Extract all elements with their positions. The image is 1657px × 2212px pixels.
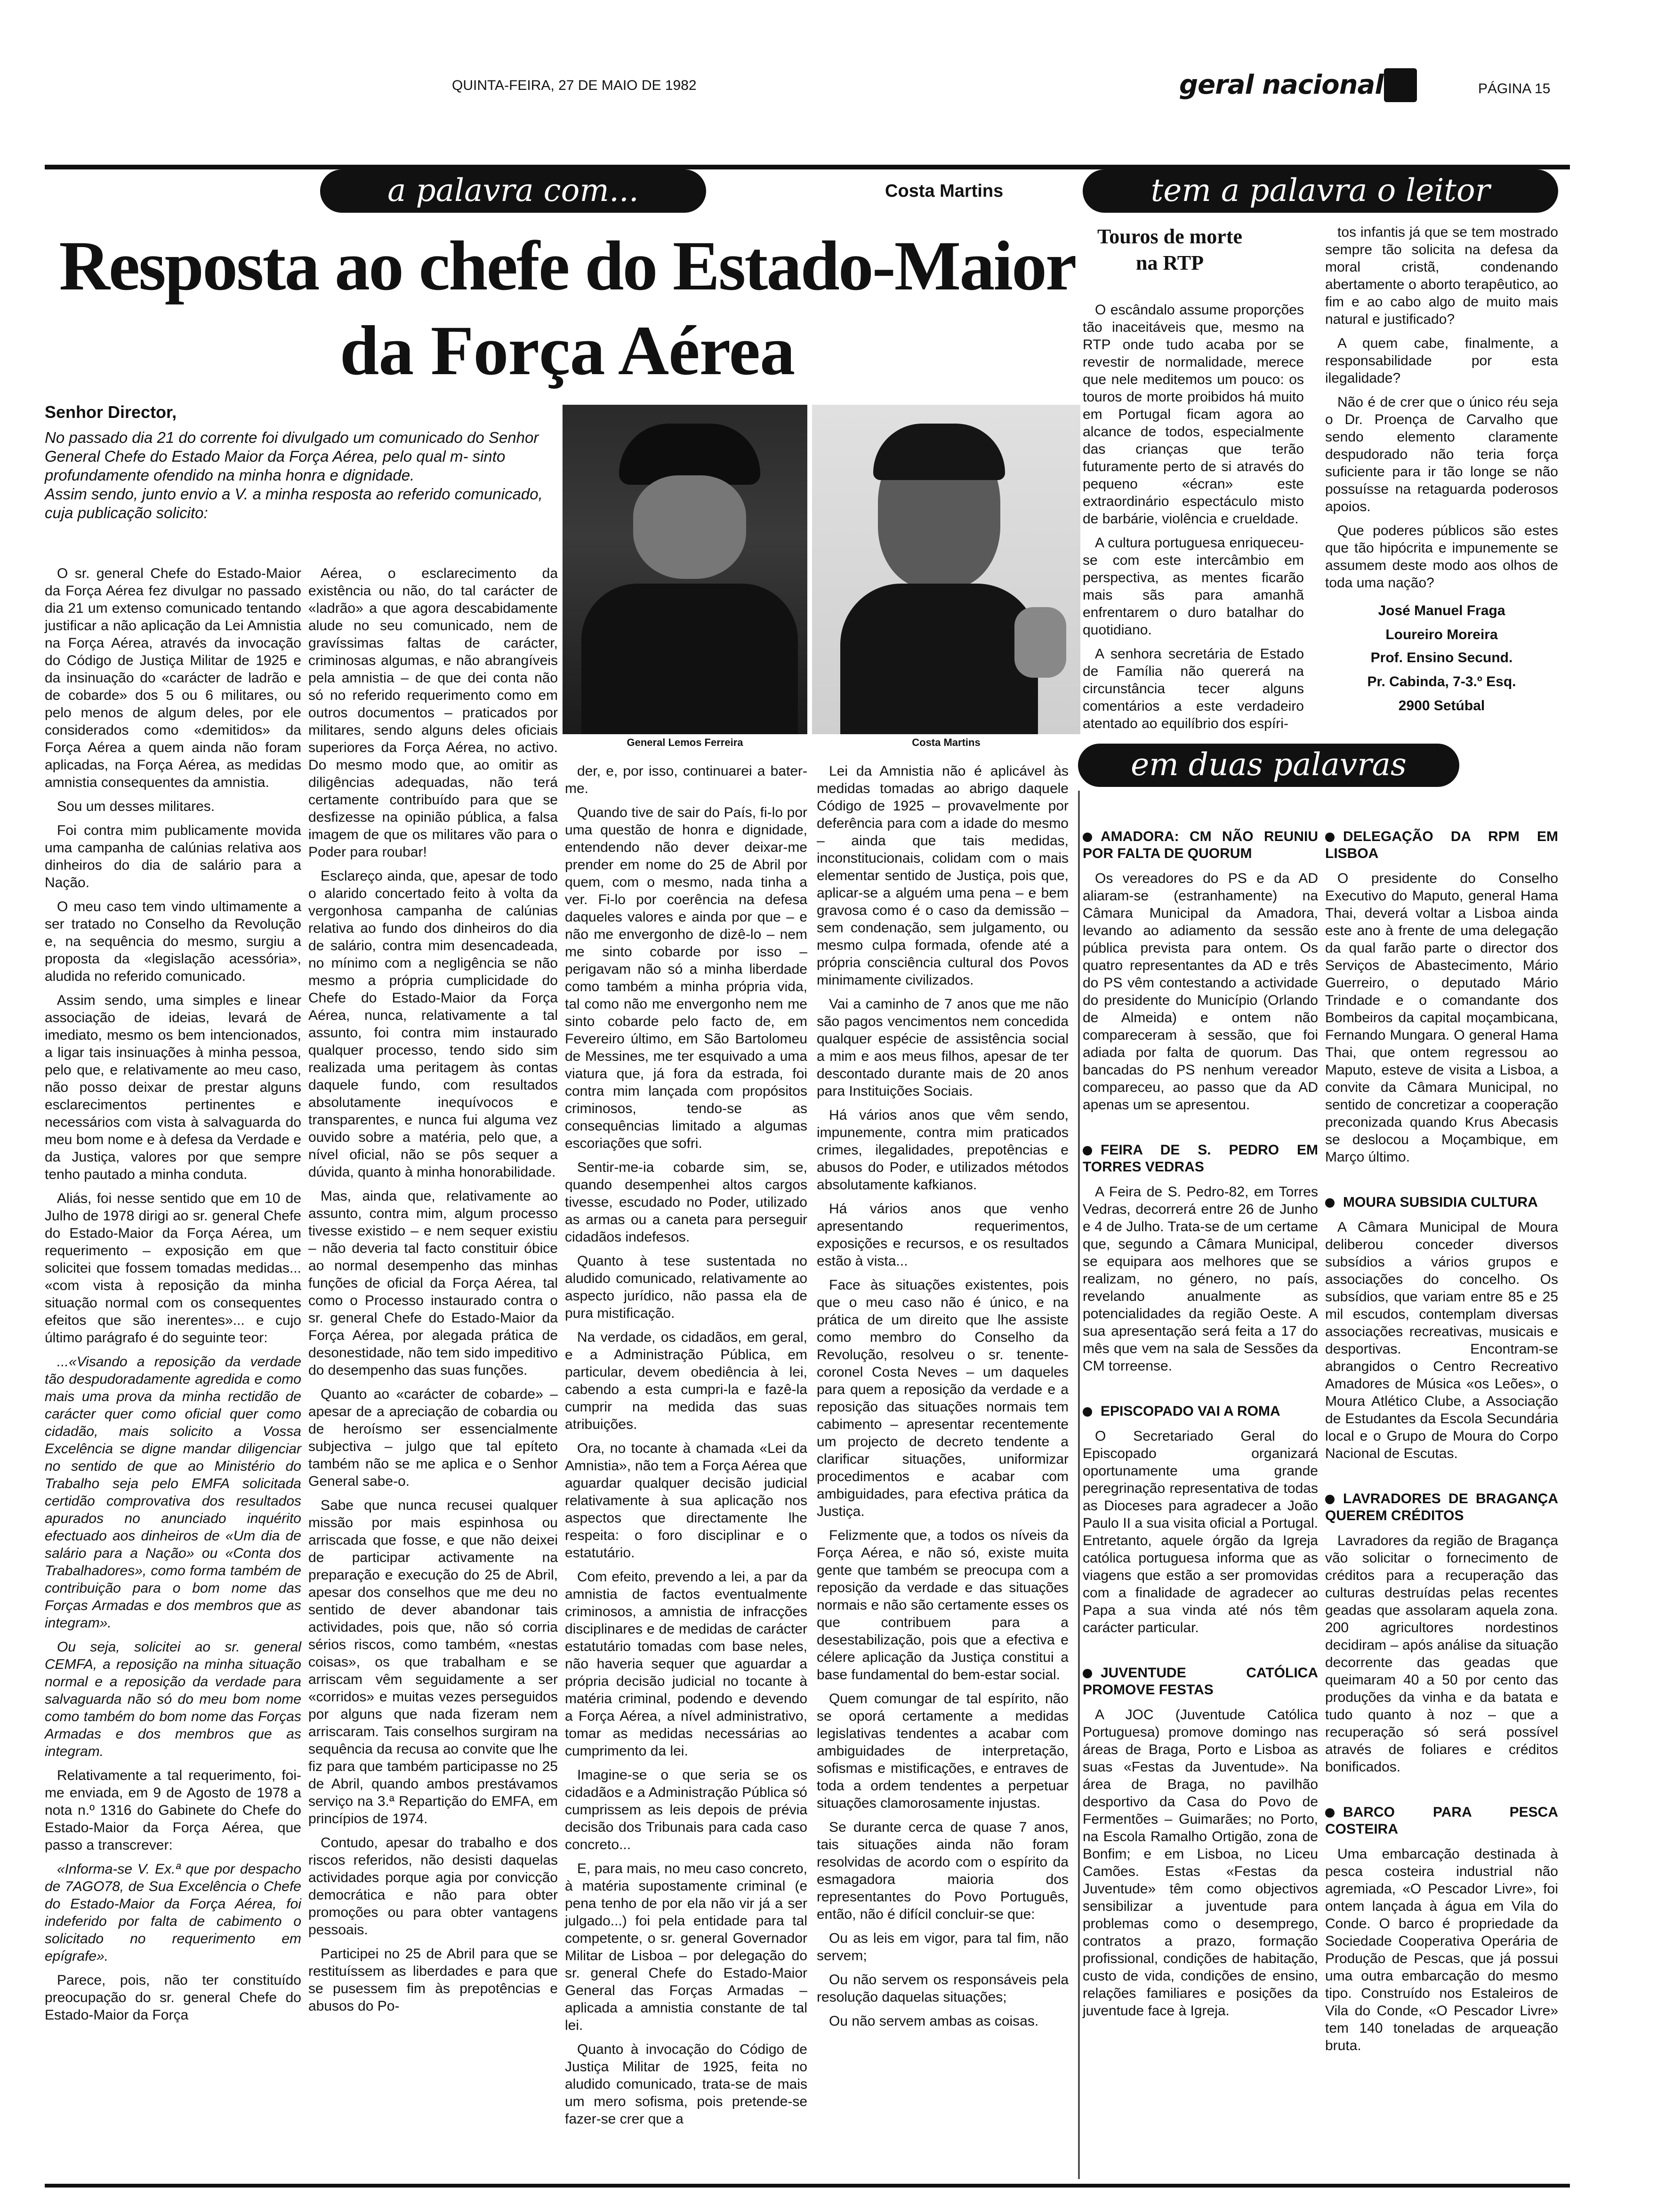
paragraph: Aliás, foi nesse sentido que em 10 de Julho de 1978 dirigi ao sr. general Chefe do Estado-Maior da Força Aérea, um requerimento – exposição em que solicitei que fossem tomadas medidas... «com vista à reposição da minha situação normal com os consequentes efeitos que são inerentes»... e cujo último parágrafo é do seguinte teor: bbox=[45, 1191, 301, 1346]
paragraph: Sentir-me-ia cobarde sim, se, quando desempenhei altos cargos tivesse, escudado no Poder, utilizado as armas ou a caneta para perseguir cidadãos indefesos. bbox=[565, 1160, 807, 1245]
paragraph: Há vários anos que venho apresentando requerimentos, exposições e recursos, e os resultados estão à vista... bbox=[817, 1201, 1069, 1269]
brief-item bbox=[1325, 1804, 1558, 2054]
brief-title bbox=[1325, 828, 1558, 862]
photo-caption-1: General Lemos Ferreira bbox=[627, 737, 743, 748]
column-banner bbox=[320, 169, 706, 213]
brief-title-text: EPISCOPADO VAI A ROMA bbox=[1101, 1403, 1280, 1419]
paragraph: Esclareço ainda, que, apesar de todo o alarido concertado feito à volta da vergonhosa campanha de calúnias relativa ao fundo dos dinheiros do dia de salário, contra mim desencadeada, no mínimo com a negligência se não mesmo a própria cumplicidade do Chefe do Estado-Maior da Força Aérea, nunca, relativamente a tal assunto, foi contra mim instaurado qualquer processo, tendo sido sim realizada uma peritagem às contas daquele fundo, com resultados absolutamente inequívocos e transparentes, e nunca fui alguma vez ouvido sobre a matéria, pelo que, a nível oficial, não se pôs sequer a dúvida, quanto à minha honorabilidade. bbox=[308, 868, 558, 1180]
paragraph: Ou seja, solicitei ao sr. general CEMFA, a reposição na minha situação normal e a reposição da verdade para salvaguarda não só do meu bom nome como também do bom nome das Forças Armadas e dos membros que as integram. bbox=[45, 1639, 301, 1759]
photo-general-lemos-ferreira bbox=[563, 405, 807, 734]
paragraph: Sou um desses militares. bbox=[57, 799, 215, 814]
paragraph: Quanto à invocação do Código de Justiça Militar de 1925, feita no aludido comunicado, trata-se de mais um mero sofisma, pois pretende-se fazer-se crer que a bbox=[565, 2042, 807, 2127]
brief-item bbox=[1325, 1491, 1558, 1776]
byline: Costa Martins bbox=[885, 181, 1004, 201]
brief-title bbox=[1083, 828, 1318, 862]
paragraph: tos infantis já que se tem mostrado sempre tão solicita na defesa da moral cristã, condenando abertamente o aborto terapêutico, ao fim e ao cabo algo de muito mais natural e justificado? bbox=[1325, 224, 1558, 327]
signature-line: Pr. Cabinda, 7-3.º Esq. bbox=[1367, 674, 1516, 689]
article-column-2 bbox=[308, 565, 558, 2021]
paragraph: Quanto ao «carácter de cobarde» – apesar de a apreciação de cobardia ou de heroísmo ser essencialmente subjectiva – julgo que tal epíteto também não se me aplica e o Senhor General sabe-o. bbox=[308, 1387, 558, 1489]
paragraph: Imagine-se o que seria se os cidadãos e a Administração Pública só cumprissem as leis depois de prévia decisão dos Tribunais para cada caso concreto... bbox=[565, 1767, 807, 1852]
intro-paragraph-1: No passado dia 21 do corrente foi divulgado um comunicado do Senhor General Chefe do Estado Maior da Força Aérea, pelo qual m- sinto profundamente ofendido na minha honra e dignidade. bbox=[45, 429, 539, 484]
paragraph: Quem comungar de tal espírito, não se oporá certamente a medidas legislativas tendentes a acabar com ambiguidades de interpretação, sofismas e mistificações, e entraves de toda a ordem tendentes a perpetuar situações clamorosamente injustas. bbox=[817, 1691, 1069, 1811]
paragraph: Contudo, apesar do trabalho e dos riscos referidos, não desisti daquelas actividades porque agia por convicção democrática e não para obter promoções ou para obter vantagens pessoais. bbox=[308, 1835, 558, 1938]
article-column-1 bbox=[45, 565, 301, 2030]
paragraph: «Informa-se V. Ex.ª que por despacho de 7AGO78, de Sua Excelência o Chefe do Estado-Maior da Força Aérea, foi indeferido por falta de cabimento o solicitado no requerimento em epígrafe». bbox=[45, 1861, 301, 1964]
headline-line-1: Resposta ao chefe do Estado-Maior bbox=[59, 227, 1076, 305]
intro bbox=[45, 428, 558, 522]
brief-title-text: MOURA SUBSIDIA CULTURA bbox=[1343, 1194, 1538, 1210]
briefs-banner bbox=[1078, 744, 1459, 787]
paragraph: Aérea, o esclarecimento da existência ou não, do tal carácter de «ladrão» a que agora descabidamente alude no seu comunicado, nem de gravíssimas faltas de carácter, criminosas algumas, e não abrangíveis pela amnistia – de que dei conta não só no referido requerimento como em outros documentos – praticados por militares, sendo alguns deles oficiais superiores da Força Aérea, no activo. Do mesmo modo que, ao omitir as diligências adequadas, não terá certamente contribuído para que se desfizesse na opinião pública, a falsa imagem de que os militares vão para o Poder para roubar! bbox=[308, 566, 558, 860]
letter-column-b bbox=[1325, 224, 1558, 721]
letters-banner bbox=[1083, 169, 1558, 213]
paragraph: O escândalo assume proporções tão inaceitáveis que, mesmo na RTP onde tudo acaba por se revestir de normalidade, merece que nele meditemos um pouco: os touros de morte proibidos há muito em Portugal ficam agora ao alcance de todos, especialmente das crianças que terão futuramente perto de si através do pequeno «écran» este extraordinário espectáculo misto de barbárie, violência e crueldade. bbox=[1083, 302, 1304, 527]
headline-line-2: da Força Aérea bbox=[339, 312, 795, 390]
paragraph: Foi contra mim publicamente movida uma campanha de calúnias relativa aos dinheiros do dia de salário para a Nação. bbox=[45, 823, 301, 890]
brief-body: A Câmara Municipal de Moura deliberou conceder diversos subsídios a vários grupos e associações do concelho. Os subsídios, que variam entre 85 e 25 mil escudos, contemplam diversas associações recreativas, musicais e desportivas. Encontram-se abrangidos o Centro Recreativo Amadores de Música «os Leões», o Moura Atlético Clube, a Associação de Estudantes da Escola Secundária local e o Grupo de Moura do Corpo Nacional de Escutas. bbox=[1325, 1219, 1558, 1461]
section-title: geral nacional bbox=[1179, 70, 1384, 100]
paragraph: O sr. general Chefe do Estado-Maior da Força Aérea fez divulgar no passado dia 21 um extenso comunicado tentando justificar a não aplicação da Lei Amnistia na Força Aérea, através da invocação do Código de Justiça Militar de 1925 e da insinuação do «carácter de ladrão e de cobarde» dos 5 ou 6 militares, ou pelo menos de algum deles, por ele considerados como «demitidos» da Força Aérea a quem ainda não foram aplicadas, na Força Aérea, as medidas amnistia consequentes da amnistia. bbox=[45, 566, 301, 790]
brief-title-text: BARCO PARA PESCA COSTEIRA bbox=[1325, 1804, 1558, 1837]
paragraph: Vai a caminho de 7 anos que me não são pagos vencimentos nem concedida qualquer espécie de assistência social a mim e aos meus filhos, apesar de ter descontado durante mais de 20 anos para Instituições Sociais. bbox=[817, 996, 1069, 1099]
brief-body: Uma embarcação destinada à pesca costeira industrial não agremiada, «O Pescador Livre», foi ontem lançada à água em Vila do Conde. O barco é propriedade da Sociedade Cooperativa Operária de Produção de Pescas, que já possui uma outra embarcação do mesmo tipo. Construído nos Estaleiros de Vila do Conde, «O Pescador Livre» tem 140 toneladas de arqueação bruta. bbox=[1325, 1846, 1558, 2053]
paragraph: Assim sendo, uma simples e linear associação de ideias, levará de imediato, mesmo os bem intencionados, a ligar tais insinuações à minha pessoa, pelo que, e relativamente ao meu caso, não posso deixar de prestar alguns esclarecimentos pertinentes e necessários com vista à salvaguarda do meu bom nome e à defesa da Verdade e da Justiça, valores por que sempre tenho pautado a minha conduta. bbox=[45, 993, 301, 1182]
paragraph: Face às situações existentes, pois que o meu caso não é único, e na prática de um direito que lhe assiste como membro do Conselho da Revolução, resolveu o sr. tenente-coronel Costa Neves – um daqueles para quem a reposição da verdade e a reposição das situações normais tem cabimento – apresentar recentemente um projecto de decreto tendente a clarificar situações, uniformizar procedimentos e acabar com ambiguidades, para efectiva prática da Justiça. bbox=[817, 1277, 1069, 1519]
bullet-icon bbox=[1083, 1669, 1092, 1678]
paragraph: E, para mais, no meu caso concreto, à matéria supostamente criminal (e pena tenho de por ela não vir já a ser julgado...) foi pela entidade para tal competente, o sr. general Governador Militar de Lisboa – por delegação do sr. general Chefe do Estado-Maior General das Forças Armadas – aplicada a amnistia constante de tal lei. bbox=[565, 1861, 807, 2033]
section-logo-box bbox=[1384, 68, 1417, 102]
brief-item bbox=[1083, 1142, 1318, 1375]
paragraph: Quando tive de sair do País, fi-lo por uma questão de honra e dignidade, entendendo não dever deixar-me prender em nome do 25 de Abril por quem, com o mesmo, nada tinha a ver. Fi-lo por coerência na defesa daqueles valores e ainda por que – e não me envergonho de dizê-lo – nem me sinto cobarde por isso – perigavam não só a minha liberdade como também a minha própria vida, tal como não me envergonho nem me sinto cobarde pelo facto de, em Fevereiro último, em São Bartolomeu de Messines, me ter esquivado a uma viatura que, já fora da estrada, foi contra mim lançada com propósitos criminosos, tendo-se as consequências limitado a algumas escoriações que sofri. bbox=[565, 805, 807, 1151]
brief-item bbox=[1083, 828, 1318, 1114]
paragraph: Na verdade, os cidadãos, em geral, e a Administração Pública, em particular, devem obediência à lei, cabendo a esta cumpri-la e fazê-la cumprir na medida das suas atribuições. bbox=[565, 1330, 807, 1432]
letter-title: Touros de morte na RTP bbox=[1097, 225, 1242, 274]
brief-body: O Secretariado Geral do Episcopado organizará oportunamente uma grande peregrinação representativa de todas as Dioceses para agradecer a João Paulo II a sua visita oficial a Portugal. Entretanto, aquele órgão da Igreja católica portuguesa informa que as viagens que estão a ser promovidas com a finalidade de agradecer ao Papa a sua vinda até nós têm carácter particular. bbox=[1083, 1428, 1318, 1635]
letter-column-a bbox=[1083, 301, 1304, 739]
intro-paragraph-2: Assim sendo, junto envio a V. a minha resposta ao referido comunicado, cuja publicação solicito: bbox=[45, 485, 543, 521]
page-number: PÁGINA 15 bbox=[1478, 81, 1551, 96]
paragraph: Relativamente a tal requerimento, foi-me enviada, em 9 de Agosto de 1978 a nota n.º 1316 do Gabinete do Chefe do Estado-Maior da Força Aérea, que passo a transcrever: bbox=[45, 1768, 301, 1853]
salutation: Senhor Director, bbox=[45, 402, 177, 422]
brief-title bbox=[1083, 1403, 1318, 1420]
brief-title-text: JUVENTUDE CATÓLICA PROMOVE FESTAS bbox=[1083, 1665, 1318, 1698]
paragraph: Que poderes públicos são estes que tão hipócrita e impunemente se assumem deste modo aos olhos de toda uma nação? bbox=[1325, 523, 1558, 591]
brief-item bbox=[1083, 1403, 1318, 1636]
photo-costa-martins bbox=[812, 405, 1080, 734]
top-rule bbox=[45, 165, 1570, 169]
paragraph: Quanto à tese sustentada no aludido comunicado, relativamente ao aspecto jurídico, não passa ela de pura mistificação. bbox=[565, 1253, 807, 1321]
paragraph: A senhora secretária de Estado de Família não quererá na circunstância tecer alguns comentários a este verdadeiro atentado ao equilíbrio dos espíri- bbox=[1083, 646, 1304, 731]
brief-title bbox=[1325, 1491, 1558, 1524]
paragraph: Ora, no tocante à chamada «Lei da Amnistia», não tem a Força Aérea que aguardar qualquer decisão judicial relativamente à sua aplicação nos aspectos que directamente lhe respeita: o foro disciplinar e o estatutário. bbox=[565, 1441, 807, 1561]
brief-item bbox=[1325, 828, 1558, 1166]
paragraph: ...«Visando a reposição da verdade tão despudoradamente agredida e como mais uma prova da minha rectidão de carácter quer como oficial quer como cidadão, mais solicito a Vossa Excelência se digne mandar diligenciar no sentido de que ao Ministério do Trabalho seja pelo EMFA solicitada certidão comprovativa dos resultados apurados no anunciado inquérito efectuado aos dinheiros de «Um dia de salário para a Nação» ou «Conta dos Trabalhadores», como forma também de contribuição para o bom nome das Forças Armadas e dos membros que as integram». bbox=[45, 1354, 301, 1631]
brief-title-text: DELEGAÇÃO DA RPM EM LISBOA bbox=[1325, 829, 1558, 861]
banner-text: a palavra com... bbox=[387, 172, 639, 208]
briefs-right-column bbox=[1325, 828, 1558, 2061]
paragraph: Ou as leis em vigor, para tal fim, não servem; bbox=[817, 1931, 1069, 1964]
signature-line: José Manuel Fraga bbox=[1378, 603, 1505, 618]
brief-title bbox=[1083, 1665, 1318, 1699]
column-separator bbox=[1078, 791, 1080, 2179]
paragraph: Felizmente que, a todos os níveis da Força Aérea, e não só, existe muita gente que também se preocupa com a reposição da verdade e das situações normais e não são certamente esses os que contribuem para a desestabilização, pois que a efectiva e célere aplicação da Justiça constitui a base fundamental do bem-estar social. bbox=[817, 1528, 1069, 1683]
bullet-icon bbox=[1083, 833, 1092, 842]
paragraph: Parece, pois, não ter constituído preocupação do sr. general Chefe do Estado-Maior da Força bbox=[45, 1972, 301, 2023]
brief-title-text: FEIRA DE S. PEDRO EM TORRES VEDRAS bbox=[1083, 1142, 1318, 1175]
bullet-icon bbox=[1325, 1495, 1335, 1504]
paragraph: Com efeito, prevendo a lei, a par da amnistia de factos eventualmente criminosos, a amnistia de infracções disciplinares e de medidas de carácter estatutário tomadas com base neles, não haveria sequer que aguardar a própria decisão judicial no tocante à matéria criminal, podendo e devendo a Força Aérea, a nível administrativo, tomar as medidas necessárias ao cumprimento da lei. bbox=[565, 1569, 807, 1759]
letter-signature bbox=[1325, 602, 1558, 714]
paragraph: Não é de crer que o único réu seja o Dr. Proença de Carvalho que sendo elemento claramente despudorado não teria força suficiente para ir tão longe se não possuísse na retaguarda poderosos apoios. bbox=[1325, 394, 1558, 514]
signature-line: Loureiro Moreira bbox=[1385, 627, 1498, 642]
briefs-banner-text: em duas palavras bbox=[1131, 746, 1407, 783]
paragraph: Há vários anos que vêm sendo, impunemente, contra mim praticados crimes, ilegalidades, prepotências e abusos do Poder, e utilizados métodos absolutamente kafkianos. bbox=[817, 1107, 1069, 1193]
article-column-4 bbox=[817, 762, 1069, 2036]
bullet-icon bbox=[1325, 833, 1335, 842]
brief-title bbox=[1325, 1194, 1558, 1211]
paragraph: Mas, ainda que, relativamente ao assunto, contra mim, algum processo tivesse existido – e nem sequer existiu – não deveria tal facto constituir óbice ao normal desempenho das minhas funções de oficial da Força Aérea, tal como o Processo instaurado contra o sr. general Chefe do Estado-Maior da Força Aérea, por alegada prática de desonestidade, não tem sido impeditivo do desempenho das suas funções. bbox=[308, 1188, 558, 1378]
paragraph: Ou não servem os responsáveis pela resolução daquelas situações; bbox=[817, 1972, 1069, 2005]
bullet-icon bbox=[1083, 1146, 1092, 1155]
paragraph: Se durante cerca de quase 7 anos, tais situações ainda não foram resolvidas de acordo com o espírito da esmagadora maioria dos representantes do Povo Português, então, não é difícil concluir-se que: bbox=[817, 1819, 1069, 1922]
bullet-icon bbox=[1325, 1198, 1335, 1208]
brief-body: A Feira de S. Pedro-82, em Torres Vedras, decorrerá entre 26 de Junho e 4 de Julho. Trata-se de um certame que, segundo a Câmara Municipal, se equipara aos melhores que se realizam, no género, no país, revelando anualmente as potencialidades da região Oeste. A sua apresentação será feita a 17 do mês que vem na sala de Sessões da CM torreense. bbox=[1083, 1184, 1318, 1374]
brief-title-text: LAVRADORES DE BRAGANÇA QUEREM CRÉDITOS bbox=[1325, 1491, 1558, 1523]
brief-title bbox=[1083, 1142, 1318, 1176]
letters-banner-text: tem a palavra o leitor bbox=[1150, 172, 1490, 208]
article-column-3 bbox=[565, 762, 807, 2134]
paragraph: Ou não servem ambas as coisas. bbox=[829, 2013, 1039, 2029]
brief-body: A JOC (Juventude Católica Portuguesa) promove domingo nas áreas de Braga, Porto e Lisboa as suas «Festas da Juventude». Na área de Braga, no pavilhão desportivo da Casa do Povo de Fermentões – Guimarães; no Porto, na Escola Ramalho Ortigão, zona de Bonfim; e em Lisboa, no Liceu Camões. Estas «Festas da Juventude» têm como objectivos sensibilizar a juventude para problemas como o desemprego, contratos a prazo, formação profissional, condições de habitação, custo de vida, condições de ensino, relações familiares e posições da juventude face à Igreja. bbox=[1083, 1707, 1318, 2019]
bottom-rule bbox=[45, 2184, 1570, 2188]
paragraph: der, e, por isso, continuarei a bater-me. bbox=[565, 763, 807, 796]
paragraph: Participei no 25 de Abril para que se restituíssem as liberdades e para que se pusessem fim às prepotências e abusos do Po- bbox=[308, 1946, 558, 2014]
brief-item bbox=[1083, 1665, 1318, 2020]
paragraph: Sabe que nunca recusei qualquer missão por mais espinhosa ou arriscada que fosse, e que não deixei de participar activamente na preparação e execução do 25 de Abril, apesar dos conselhos que me deu no sentido de dever abandonar tais actividades, pois que, não só corria sérios riscos, como também, «nestas coisas», os que trabalham e se arriscam vêm seguidamente a ser «corridos» e muitas vezes perseguidos por alguns que nada fizeram nem arriscaram. Tais conselhos surgiram na sequência da recusa ao convite que lhe fiz para que também participasse no 25 de Abril, quando ambos prestávamos serviço na 3.ª Repartição do EMFA, em princípios de 1974. bbox=[308, 1498, 558, 1827]
paragraph: Lei da Amnistia não é aplicável às medidas tomadas ao abrigo daquele Código de 1925 – provavelmente por deferência para com a idade do mesmo – ainda que tais medidas, inconstitucionais, colidam com o mais elementar sentido de Justiça, pois que, aplicar-se a alguém uma pena – e bem gravosa como é o caso da demissão – sem condenação, sem julgamento, ou mesmo culpa formada, ofende até a própria consciência cultural dos Povos minimamente civilizados. bbox=[817, 763, 1069, 988]
brief-title bbox=[1325, 1804, 1558, 1838]
signature-line: 2900 Setúbal bbox=[1398, 698, 1485, 713]
issue-date: QUINTA-FEIRA, 27 DE MAIO DE 1982 bbox=[452, 78, 697, 93]
photo-caption-2: Costa Martins bbox=[912, 737, 981, 748]
briefs-left-column bbox=[1083, 828, 1318, 2026]
paragraph: A cultura portuguesa enriqueceu-se com este intercâmbio em perspectiva, as mentes ficarão mais sãs para amanhã enfrentarem o duro batalhar do quotidiano. bbox=[1083, 535, 1304, 638]
brief-body: Os vereadores do PS e da AD aliaram-se (estranhamente) na Câmara Municipal da Amadora, levando ao adiamento da sessão pública prevista para ontem. Os quatro representantes da AD e três do PS vêm contestando a actividade do presidente do Município (Orlando de Almeida) e ontem não compareceram à sessão, que foi adiada por falta de quorum. Das bancadas do PS nenhum vereador compareceu, ao passo que da AD apenas um se apresentou. bbox=[1083, 871, 1318, 1113]
paragraph: A quem cabe, finalmente, a responsabilidade por esta ilegalidade? bbox=[1325, 336, 1558, 386]
brief-title-text: AMADORA: CM NÃO REUNIU POR FALTA DE QUORUM bbox=[1083, 829, 1318, 861]
signature-line: Prof. Ensino Secund. bbox=[1370, 650, 1513, 665]
brief-item bbox=[1325, 1194, 1558, 1462]
bullet-icon bbox=[1083, 1407, 1092, 1417]
paragraph: O meu caso tem vindo ultimamente a ser tratado no Conselho da Revolução e, na sequência do mesmo, surgiu a proposta da «legislação acessória», aludida no referido comunicado. bbox=[45, 899, 301, 984]
bullet-icon bbox=[1325, 1808, 1335, 1818]
brief-body: O presidente do Conselho Executivo do Maputo, general Hama Thai, deverá voltar a Lisboa ainda este ano à frente de uma delegação da qual farão parte o director dos Serviços de Abastecimento, Mário Guerreiro, o deputado Mário Trindade e o comandante dos Bombeiros da capital moçambicana, Fernando Mungara. O general Hama Thai, que ontem regressou ao Maputo, esteve de visita a Lisboa, a convite da Câmara Municipal, no sentido de concretizar a cooperação preconizada quando Krus Abecasis se deslocou a Moçambique, em Março último. bbox=[1325, 871, 1558, 1165]
brief-body: Lavradores da região de Bragança vão solicitar o fornecimento de créditos para a recuperação das culturas destruídas pelas recentes geadas que assolaram aquela zona. 200 agricultores nordestinos decidiram – após análise da situação decorrente das geadas que queimaram 40 a 50 por cento das produções da vinha e da batata e tudo quanto à noz – que a recuperação só será possível através de foliares e créditos bonificados. bbox=[1325, 1533, 1558, 1775]
